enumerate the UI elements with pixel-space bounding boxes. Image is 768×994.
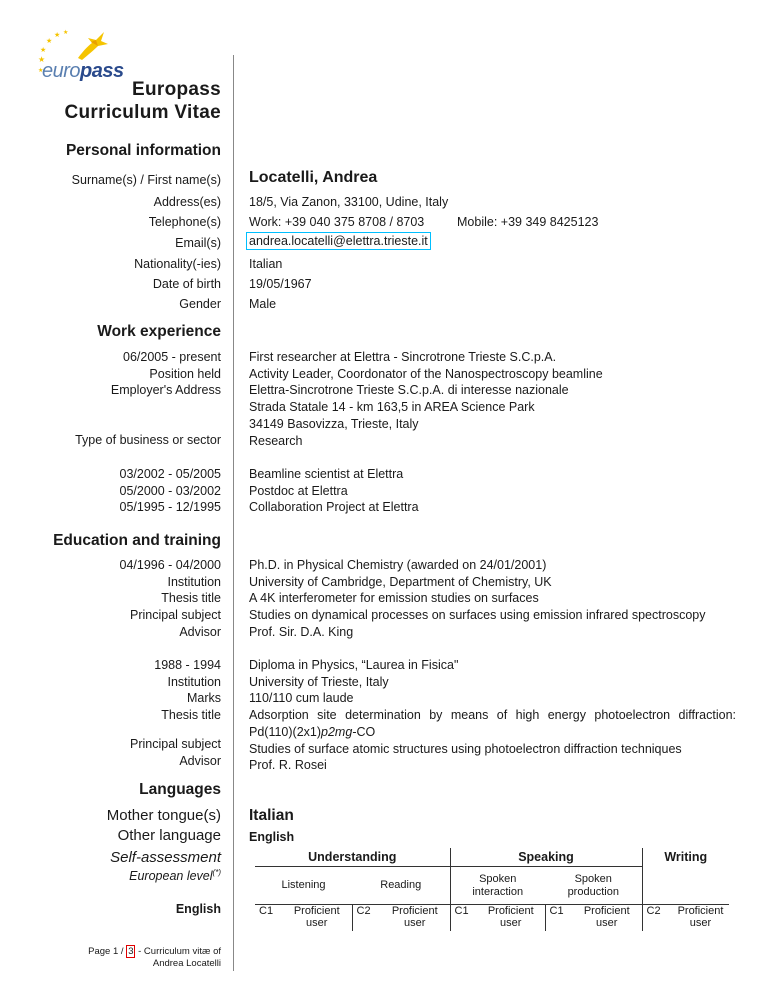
name-label: Surname(s) / First name(s)	[71, 173, 221, 187]
section-languages: Languages	[139, 781, 221, 798]
thesis-line-2	[249, 724, 736, 741]
spoken-interaction-header	[450, 867, 545, 905]
level-desc-line: Proficient	[487, 905, 534, 917]
level-desc-line: user	[689, 917, 712, 929]
edu-line: A 4K interferometer for emission studies on surfaces	[249, 591, 539, 606]
work-line: Strada Statale 14 - km 163,5 in AREA Science Park	[249, 400, 535, 415]
spoken-interaction-level: C1	[450, 905, 477, 932]
edu-line: Diploma in Physics, “Laurea in Fisica"	[249, 658, 459, 672]
listening-header: Listening	[281, 879, 326, 891]
edu-line: 110/110 cum laude	[249, 691, 354, 706]
mobile-phone: Mobile: +39 349 8425123	[457, 215, 599, 229]
position-held-label: Position held	[149, 366, 221, 381]
understanding-header: Understanding	[255, 848, 450, 867]
work-current-labels	[111, 349, 221, 399]
spoken-production-line2: production	[567, 885, 619, 898]
work-date-label: 05/1995 - 12/1995	[119, 500, 221, 515]
email-label: Email(s)	[175, 236, 221, 250]
svg-text:★: ★	[40, 46, 47, 54]
language-assessment-table	[255, 848, 729, 931]
work-line: First researcher at Elettra - Sincrotrone Trieste S.C.p.A.	[249, 350, 557, 364]
work-past-labels	[120, 466, 221, 516]
work-date-label: 06/2005 - present	[123, 350, 221, 364]
other-language-label: Other language	[117, 827, 221, 844]
level-desc-line: user	[404, 917, 426, 929]
diploma-labels-bottom	[130, 736, 221, 769]
spoken-production-level: C1	[545, 905, 572, 932]
svg-text:★: ★	[38, 67, 44, 74]
thesis-formula-suffix: -CO	[352, 724, 376, 739]
svg-text:★: ★	[63, 29, 69, 36]
writing-header: Writing	[642, 848, 729, 867]
reading-header: Reading	[380, 879, 422, 891]
principal-subject-label: Principal subject	[129, 608, 221, 623]
spoken-interaction-desc	[477, 905, 545, 932]
reading-desc	[380, 905, 450, 932]
work-line: Elettra-Sincrotrone Trieste S.C.p.A. di interesse nazionale	[249, 383, 569, 398]
title-line-2: Curriculum Vitae	[64, 102, 221, 123]
section-personal-information: Personal information	[65, 142, 221, 159]
work-date-label: 05/2000 - 03/2002	[119, 483, 221, 498]
spoken-production-line1: Spoken	[574, 872, 612, 885]
nationality-label: Nationality(-ies)	[134, 257, 221, 271]
edu-line: Studies of surface atomic structures using photoelectron diffraction techniques	[249, 741, 682, 756]
listening-level: C1	[259, 905, 274, 917]
employer-address-label: Employer's Address	[110, 383, 221, 398]
level-desc-line: user	[500, 917, 522, 929]
page-total-link[interactable]: 3	[128, 946, 134, 957]
principal-subject-label: Principal subject	[129, 737, 221, 751]
writing-subheader-spacer	[642, 867, 729, 905]
other-language-value: English	[249, 830, 295, 844]
diploma-details	[249, 657, 736, 774]
mother-tongue-label: Mother tongue(s)	[106, 807, 221, 824]
level-desc-line: user	[306, 917, 328, 929]
work-line: Activity Leader, Coordonator of the Nanospectroscopy beamline	[249, 366, 603, 381]
spoken-interaction-line2: interaction	[472, 885, 524, 898]
work-line: 34149 Basovizza, Trieste, Italy	[249, 416, 419, 431]
listening-desc	[282, 905, 352, 932]
european-level-footnote: (*)	[212, 868, 221, 877]
title-line-1: Europass	[132, 79, 221, 100]
work-past-details	[249, 466, 419, 516]
spoken-production-desc	[572, 905, 642, 932]
gender-label: Gender	[179, 297, 221, 311]
address-value: 18/5, Via Zanon, 33100, Udine, Italy	[249, 195, 449, 209]
dob-value: 19/05/1967	[249, 277, 312, 291]
page-prefix: Page 1 /	[88, 946, 124, 957]
advisor-label: Advisor	[179, 624, 221, 639]
language-row-label: English	[175, 902, 221, 916]
diploma-labels	[154, 657, 221, 724]
work-current-details	[249, 349, 603, 449]
level-desc-line: Proficient	[293, 905, 340, 917]
figure-with-star-icon	[74, 28, 114, 62]
full-name: Locatelli, Andrea	[249, 169, 378, 186]
thesis-title-label: Thesis title	[161, 591, 221, 606]
logo-wordmark: europass	[42, 60, 124, 82]
edu-line: Ph.D. in Physical Chemistry (awarded on 24/01/2001)	[249, 558, 547, 572]
level-desc-line: Proficient	[391, 905, 438, 917]
edu-line: University of Cambridge, Department of Chemistry, UK	[249, 574, 552, 589]
spoken-production-header	[545, 867, 642, 905]
thesis-title-label: Thesis title	[161, 708, 221, 723]
thesis-formula-italic: p2mg	[321, 724, 353, 739]
speaking-header: Speaking	[450, 848, 642, 867]
level-desc-line: user	[596, 917, 618, 929]
page-footer	[88, 946, 221, 970]
nationality-value: Italian	[249, 257, 283, 271]
page-suffix: - Curriculum vitæ of	[138, 946, 221, 957]
thesis-line: Adsorption site determination by means of high energy photoelectron diffraction:	[249, 708, 736, 723]
europass-logo	[30, 28, 130, 80]
email-link[interactable]: andrea.locatelli@elettra.trieste.it	[246, 232, 431, 250]
svg-text:★: ★	[54, 31, 61, 39]
telephone-label: Telephone(s)	[148, 215, 221, 229]
footer-line-1	[88, 946, 221, 958]
work-line: Postdoc at Elettra	[249, 483, 348, 498]
writing-desc	[672, 905, 729, 932]
advisor-label: Advisor	[179, 753, 221, 768]
european-level-label	[129, 868, 221, 883]
marks-label: Marks	[186, 691, 221, 706]
section-education-training: Education and training	[53, 532, 221, 549]
gender-value: Male	[249, 297, 277, 311]
edu-line: Prof. R. Rosei	[249, 758, 327, 773]
mother-tongue-value: Italian	[249, 807, 294, 824]
column-divider	[233, 55, 234, 971]
edu-line: Prof. Sir. D.A. King	[249, 624, 354, 639]
edu-date-label: 1988 - 1994	[154, 658, 221, 672]
work-line: Collaboration Project at Elettra	[249, 500, 419, 515]
institution-label: Institution	[167, 574, 221, 589]
work-line: Research	[249, 433, 303, 448]
dob-label: Date of birth	[152, 277, 221, 291]
svg-text:★: ★	[46, 37, 53, 45]
address-label: Address(es)	[153, 195, 221, 209]
phd-details	[249, 557, 705, 641]
phd-labels	[120, 557, 221, 641]
writing-level: C2	[642, 905, 672, 932]
level-desc-line: Proficient	[583, 905, 630, 917]
institution-label: Institution	[167, 674, 221, 689]
thesis-formula: Pd(110)(2x1)	[249, 724, 322, 739]
work-line: Beamline scientist at Elettra	[249, 467, 404, 481]
work-phone: Work: +39 040 375 8708 / 8703	[249, 215, 425, 229]
document-title	[65, 78, 222, 124]
footer-line-2: Andrea Locatelli	[152, 958, 221, 969]
self-assessment-label: Self-assessment	[110, 849, 221, 866]
edu-date-label: 04/1996 - 04/2000	[119, 558, 221, 572]
business-type-label: Type of business or sector	[75, 433, 221, 447]
edu-line: University of Trieste, Italy	[249, 674, 389, 689]
reading-level: C2	[352, 905, 380, 932]
european-level-text: European level	[129, 869, 213, 884]
spoken-interaction-line1: Spoken	[479, 872, 517, 885]
edu-line: Studies on dynamical processes on surfaces using emission infrared spectroscopy	[249, 608, 706, 623]
work-date-label: 03/2002 - 05/2005	[119, 467, 221, 481]
section-work-experience: Work experience	[97, 323, 221, 340]
level-desc-line: Proficient	[677, 905, 724, 917]
svg-text:★: ★	[38, 55, 46, 64]
